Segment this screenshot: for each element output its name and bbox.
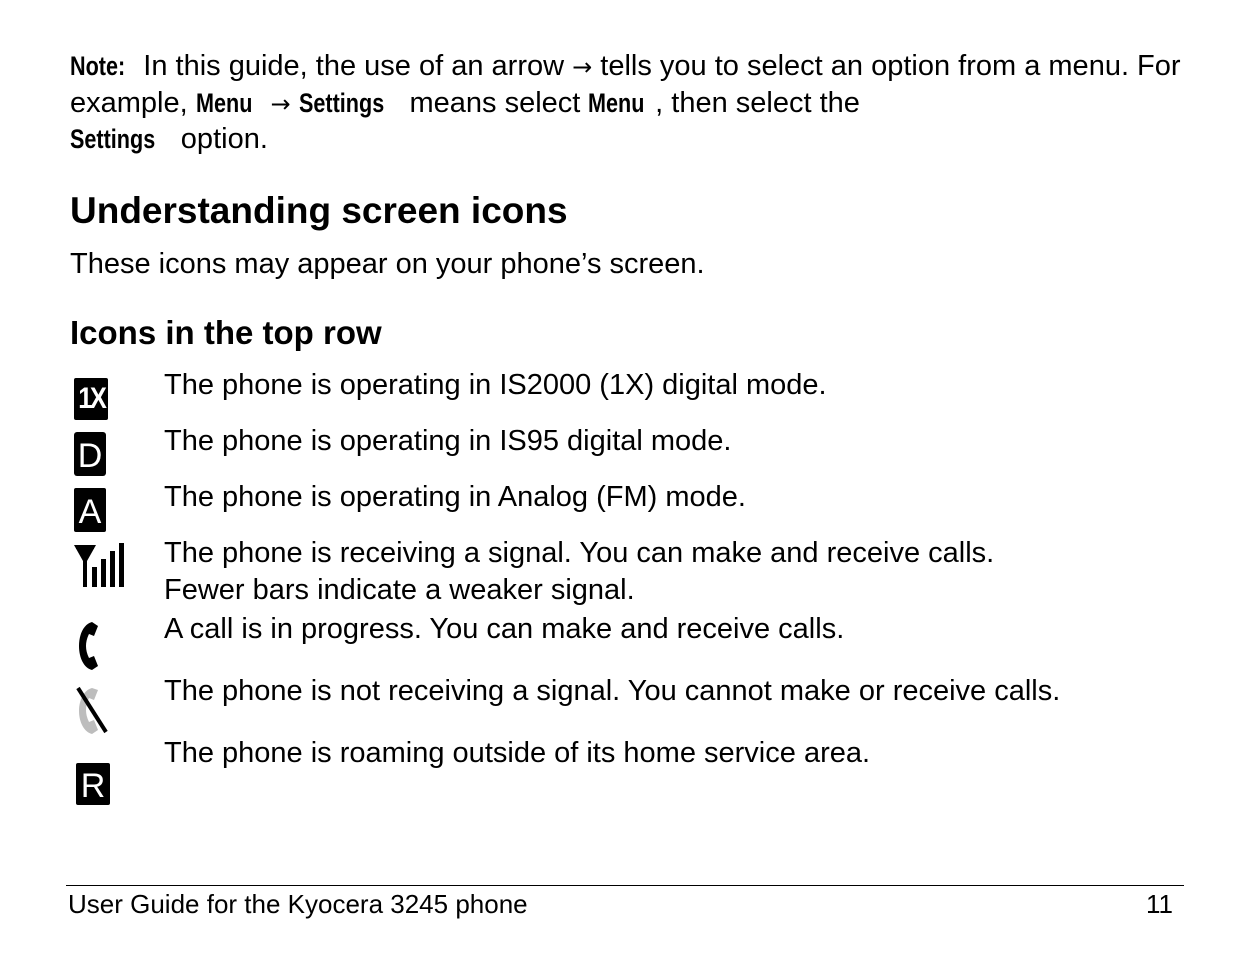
menu-keyword: Menu	[588, 87, 645, 118]
roaming-icon	[76, 763, 110, 805]
menu-keyword: Menu	[195, 87, 253, 118]
icon-description: The phone is roaming outside of its home service area.	[164, 737, 871, 769]
page-number: 11	[1146, 889, 1173, 919]
icon-description: The phone is operating in IS2000 (1X) digital mode.	[164, 369, 827, 401]
icon-glyph: D	[77, 437, 103, 475]
footer-title: User Guide for the Kyocera 3245 phone	[68, 889, 528, 919]
no-service-icon	[76, 684, 110, 736]
subsection-title: Icons in the top row	[70, 314, 382, 351]
section-intro: These icons may appear on your phone’s screen.	[70, 248, 705, 280]
note-text: option.	[172, 123, 268, 155]
signal-strength-icon	[74, 543, 130, 589]
analog-mode-icon	[74, 488, 106, 532]
icon-glyph: R	[80, 767, 106, 805]
note-label: Note:	[70, 51, 126, 81]
note-text: , then select the	[655, 86, 860, 119]
icon-description: The phone is operating in IS95 digital mode.	[164, 425, 732, 457]
note-paragraph	[70, 49, 1190, 158]
section-title: Understanding screen icons	[70, 190, 568, 231]
note-text: means select	[401, 86, 589, 119]
icon-glyph: A	[78, 493, 102, 531]
note-text: In this guide, the use of an arrow	[135, 50, 573, 82]
digital-mode-icon	[74, 432, 106, 476]
footer-divider	[66, 885, 1184, 886]
description-line: The phone is receiving a signal. You can make and receive calls.	[164, 537, 995, 569]
icon-description: The phone is operating in Analog (FM) mode.	[164, 481, 746, 513]
settings-keyword: Settings	[70, 124, 156, 154]
note-text: tells you to select an option from a menu. For example,	[70, 50, 1181, 119]
call-in-progress-icon	[78, 620, 102, 672]
icon-description	[164, 535, 1204, 608]
description-line: Fewer bars indicate a weaker signal.	[164, 573, 635, 606]
icon-description: The phone is not receiving a signal. You cannot make or receive calls.	[164, 675, 1061, 707]
arrow-icon: →	[572, 53, 593, 81]
settings-keyword: Settings	[298, 87, 384, 118]
icon-description: A call is in progress. You can make and receive calls.	[164, 613, 845, 645]
icon-glyph: 1X	[77, 382, 105, 415]
arrow-icon: →	[270, 89, 291, 118]
1x-mode-icon	[74, 378, 108, 420]
